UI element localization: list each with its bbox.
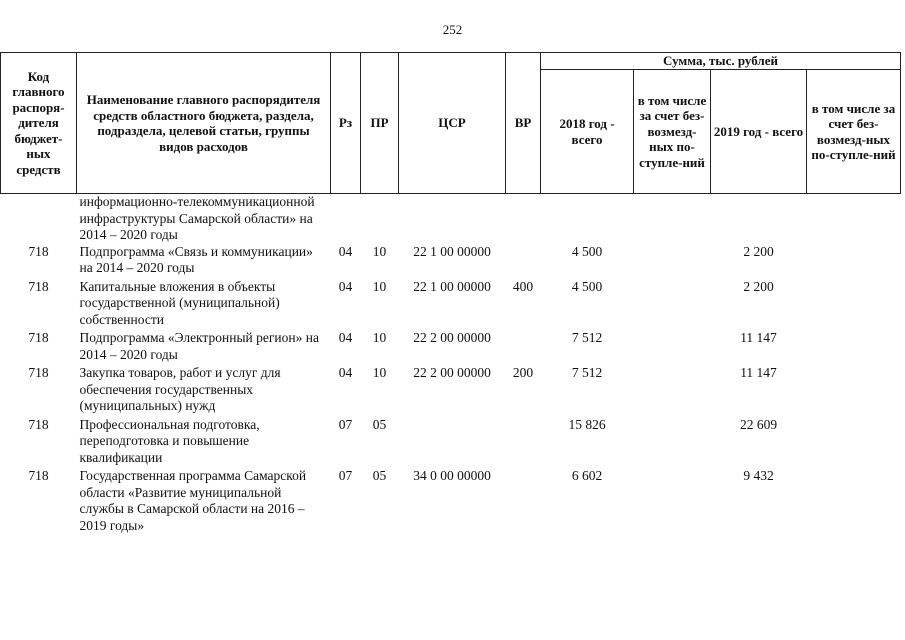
cell-name: Подпрограмма «Связь и коммуникации» на 2014 – 2020 годы	[79, 243, 313, 275]
cell-2019-total: 9 432	[743, 468, 774, 483]
header-2018-total: 2018 год - всего	[541, 70, 634, 194]
cell-name: Закупка товаров, работ и услуг для обеспечения государственных (муниципальных) нужд	[79, 365, 281, 413]
cell-name: Государственная программа Самарской области «Развитие муниципальной службы в Самарской области на 2016 – 2019 годы»	[79, 468, 307, 533]
cell-2019-free	[807, 279, 901, 331]
cell-2019-total: 22 609	[739, 416, 778, 432]
cell-2018-free	[634, 365, 711, 417]
header-2019-free: в том числе за счет без-возмезд-ных по-ступле-ний	[807, 70, 901, 194]
cell-2019-total: 2 200	[743, 278, 774, 294]
table-row	[1, 417, 901, 469]
cell-2019-free	[807, 365, 901, 417]
header-sum: Сумма, тыс. рублей	[541, 53, 901, 70]
budget-table	[0, 52, 901, 536]
cell-2019-total: 2 200	[743, 243, 774, 259]
cell-code: 718	[28, 468, 49, 483]
header-2019-total: 2019 год - всего	[711, 70, 807, 194]
cell-2019-free	[807, 417, 901, 469]
cell-2019-total: 11 147	[740, 330, 777, 345]
cell-2018-free	[634, 244, 711, 279]
cell-csr: 22 2 00 00000	[413, 330, 491, 345]
cell-pr: 10	[372, 278, 387, 294]
table-row-continuation	[1, 194, 901, 244]
cell-pr: 10	[372, 330, 387, 345]
header-name: Наименование главного распорядителя средств областного бюджета, раздела, подраздела, целевой статьи, группы видов расходов	[77, 53, 331, 194]
cell-csr: 22 1 00 00000	[413, 278, 491, 294]
cell-name: Профессиональная подготовка, переподготовка и повышение квалификации	[79, 416, 260, 465]
header-code: Код главного распоря-дителя бюджет-ных средств	[1, 53, 77, 194]
table-header	[1, 53, 901, 194]
table-row	[1, 279, 901, 331]
header-pr: ПР	[361, 53, 399, 194]
table-row	[1, 244, 901, 279]
cell-2018-free	[634, 279, 711, 331]
table-row	[1, 330, 901, 365]
cell-csr: 34 0 00 00000	[413, 468, 491, 483]
cell-rz: 04	[338, 278, 353, 294]
cell-pr: 05	[372, 416, 387, 432]
cell-csr	[399, 417, 506, 469]
cell-2018-total: 6 602	[571, 468, 603, 483]
cell-vr: 200	[512, 365, 534, 380]
cell-csr: 22 2 00 00000	[413, 365, 491, 380]
cell-code	[1, 194, 77, 244]
cell-pr: 05	[372, 468, 387, 483]
cell-2018-total: 4 500	[571, 243, 603, 259]
cell-2018-total: 7 512	[571, 365, 603, 380]
cell-vr	[506, 244, 541, 279]
cell-rz: 07	[338, 468, 353, 483]
cell-rz: 04	[338, 243, 353, 259]
cell-vr: 400	[512, 278, 534, 294]
cell-vr	[506, 468, 541, 536]
table-row	[1, 365, 901, 417]
cell-rz: 07	[338, 416, 353, 432]
cell-vr	[506, 417, 541, 469]
cell-vr	[506, 330, 541, 365]
cell-code: 718	[28, 243, 49, 259]
cell-2018-free	[634, 468, 711, 536]
table-row	[1, 468, 901, 536]
cell-2018-free	[634, 417, 711, 469]
cell-2019-free	[807, 330, 901, 365]
table-body	[1, 194, 901, 537]
cell-name: информационно-телекоммуникационной инфраструктуры Самарской области» на 2014 – 2020 годы	[79, 194, 315, 242]
cell-name: Подпрограмма «Электронный регион» на 2014 – 2020 годы	[79, 330, 319, 362]
header-2018-free: в том числе за счет без-возмезд-ных по-ступле-ний	[634, 70, 711, 194]
cell-2018-free	[634, 330, 711, 365]
cell-2018-total: 15 826	[568, 416, 606, 432]
cell-code: 718	[28, 330, 49, 345]
cell-code: 718	[28, 365, 49, 380]
cell-pr: 10	[372, 365, 387, 380]
cell-name: Капитальные вложения в объекты государственной (муниципальной) собственности	[79, 278, 280, 327]
cell-2018-total: 4 500	[571, 278, 603, 294]
page-number: 252	[442, 22, 463, 37]
cell-2019-total: 11 147	[740, 365, 777, 380]
header-rz: Рз	[331, 53, 361, 194]
cell-2019-free	[807, 468, 901, 536]
header-csr: ЦСР	[399, 53, 506, 194]
cell-pr: 10	[372, 243, 387, 259]
header-vr: ВР	[506, 53, 541, 194]
cell-rz: 04	[338, 330, 353, 345]
cell-code: 718	[28, 416, 49, 432]
cell-2018-total: 7 512	[571, 330, 603, 345]
cell-2019-free	[807, 244, 901, 279]
cell-code: 718	[28, 278, 49, 294]
cell-rz: 04	[338, 365, 353, 380]
cell-csr: 22 1 00 00000	[413, 243, 491, 259]
